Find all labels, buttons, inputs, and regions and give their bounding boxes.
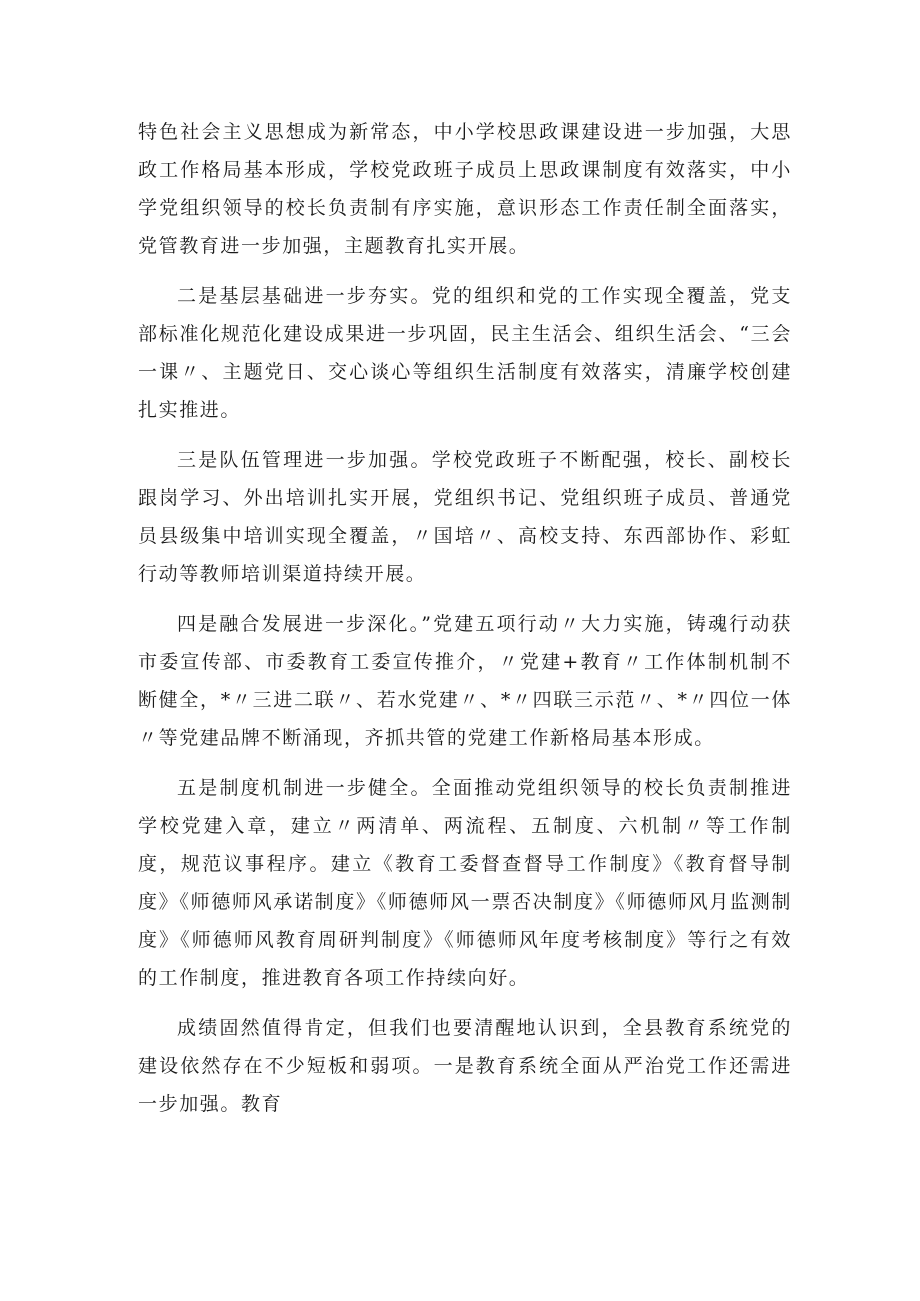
paragraph-grassroots: 二是基层基础进一步夯实。党的组织和党的工作实现全覆盖，党支部标准化规范化建设成果进一步巩固，民主生活会、组织生活会、“三会一课〃、主题党日、交心谈心等组织生活制度有效落实，清廉学校创建扎实推进。: [138, 285, 792, 421]
paragraph-institutions: 五是制度机制进一步健全。全面推动党组织领导的校长负责制推进学校党建入章，建立〃两清单、两流程、五制度、六机制〃等工作制度，规范议事程序。建立《教育工委督查督导工作制度》《教育督导制度》《师德师风承诺制度》《师德师风一票否决制度》《师德师风月监测制度》《师德师风教育周研判制度》《师德师风年度考核制度》等行之有效的工作制度，推进教育各项工作持续向好。: [138, 777, 792, 989]
paragraph-team-management: 三是队伍管理进一步加强。学校党政班子不断配强，校长、副校长跟岗学习、外出培训扎实开展，党组织书记、党组织班子成员、普通党员县级集中培训实现全覆盖，〃国培〃、高校支持、东西部协作、彩虹行动等教师培训渠道持续开展。: [138, 449, 792, 585]
paragraph-shortcomings: 成绩固然值得肯定，但我们也要清醒地认识到，全县教育系统党的建设依然存在不少短板和弱项。一是教育系统全面从严治党工作还需进一步加强。教育: [138, 1017, 792, 1115]
paragraph-integrated-development: 四是融合发展进一步深化。”党建五项行动〃大力实施，铸魂行动获市委宣传部、市委教育工委宣传推介，〃党建+教育〃工作体制机制不断健全，*〃三进二联〃、若水党建〃、*〃四联三示范〃、*〃四位一体〃等党建品牌不断涌现，齐抓共管的党建工作新格局基本形成。: [138, 613, 792, 749]
document-body: [138, 113, 792, 1135]
paragraph-continuation: 特色社会主义思想成为新常态，中小学校思政课建设进一步加强，大思政工作格局基本形成，学校党政班子成员上思政课制度有效落实，中小学党组织领导的校长负责制有序实施，意识形态工作责任制全面落实，党管教育进一步加强，主题教育扎实开展。: [138, 121, 792, 257]
